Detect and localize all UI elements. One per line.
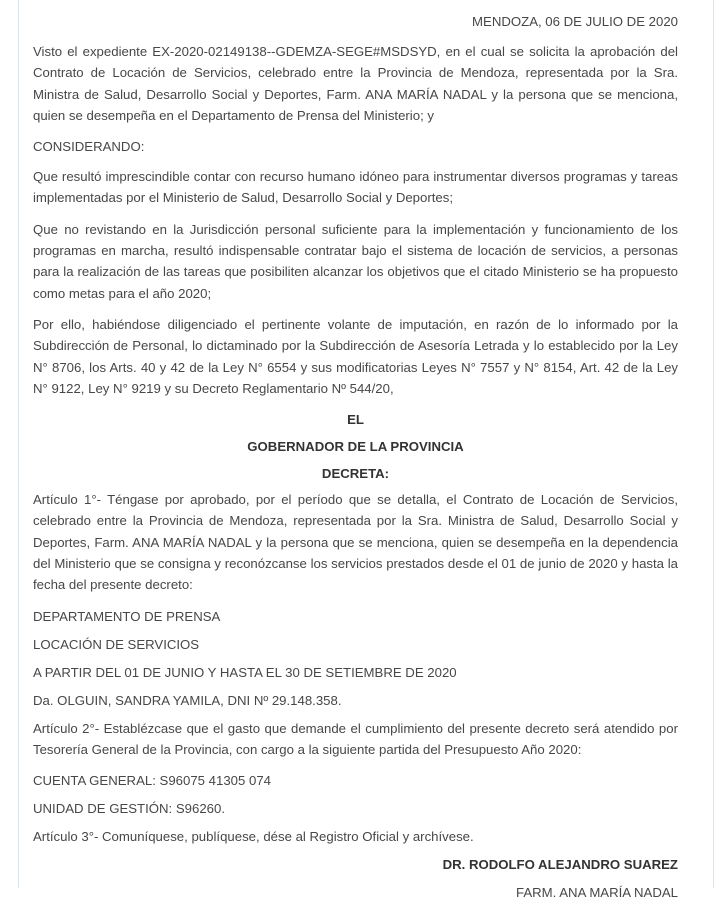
document-date: MENDOZA, 06 DE JULIO DE 2020 bbox=[472, 14, 678, 29]
locacion-line: LOCACIÓN DE SERVICIOS bbox=[33, 636, 200, 652]
considerando-paragraph-1: Que resultó imprescindible contar con recurso humano idóneo para instrumentar diversos programas y tareas implementadas por el Ministerio de Salud, Desarrollo Social y Deportes; bbox=[33, 169, 678, 206]
periodo-line: A PARTIR DEL 01 DE JUNIO Y HASTA EL 30 DE SETIEMBRE DE 2020 bbox=[33, 664, 457, 680]
signature-governor: DR. RODOLFO ALEJANDRO SUAREZ bbox=[442, 857, 678, 873]
heading-gobernador: GOBERNADOR DE LA PROVINCIA bbox=[247, 439, 464, 455]
considerando-label: CONSIDERANDO: bbox=[33, 139, 145, 155]
heading-decreta: DECRETA: bbox=[321, 466, 390, 482]
decree-document bbox=[33, 11, 678, 903]
persona-line: Da. OLGUIN, SANDRA YAMILA, DNI Nº 29.148.358. bbox=[33, 692, 342, 708]
articulo-1-paragraph: Artículo 1°- Téngase por aprobado, por el período que se detalla, el Contrato de Locación de Servicios, celebrado entre la Provincia de Mendoza, representada por la Sra. Ministra de Salud, Desarrollo Social y Deportes, Farm. ANA MARÍA NADAL y la persona que se menciona, quien se desempeña en la dependencia del Ministerio que se consigna y reconózcanse los servicios prestados desde el 01 de junio de 2020 y hasta la fecha del presente decreto: bbox=[33, 492, 678, 593]
cuenta-general-line: CUENTA GENERAL: S96075 41305 074 bbox=[33, 773, 271, 789]
unidad-gestion-line: UNIDAD DE GESTIÓN: S96260. bbox=[33, 801, 226, 817]
visto-paragraph: Visto el expediente EX-2020-02149138--GDEMZA-SEGE#MSDSYD, en el cual se solicita la aprobación del Contrato de Locación de Servicios, celebrado entre la Provincia de Mendoza, representada por la Sra. Ministra de Salud, Desarrollo Social y Deportes, Farm. ANA MARÍA NADAL y la persona que se menciona, quien se desempeña en el Departamento de Prensa del Ministerio; y bbox=[33, 44, 678, 123]
por-ello-paragraph: Por ello, habiéndose diligenciado el pertinente volante de imputación, en razón de lo informado por la Subdirección de Personal, lo dictaminado por la Subdirección de Asesoría Letrada y lo establecido por la Ley N° 8706, los Arts. 40 y 42 de la Ley N° 6554 y sus modificatorias Leyes N° 7557 y N° 8154, Art. 42 de la Ley N° 9122, Ley N° 9219 y su Decreto Reglamentario Nº 544/20, bbox=[33, 316, 678, 396]
departamento-line: DEPARTAMENTO DE PRENSA bbox=[33, 608, 221, 624]
articulo-3-line: Artículo 3°- Comuníquese, publíquese, dése al Registro Oficial y archívese. bbox=[33, 829, 474, 845]
articulo-2-paragraph: Artículo 2°- Establézcase que el gasto que demande el cumplimiento del presente decreto será atendido por Tesorería General de la Provincia, con cargo a la siguiente partida del Presupuesto Año 2020: bbox=[33, 720, 678, 757]
signature-minister: FARM. ANA MARÍA NADAL bbox=[516, 885, 678, 901]
considerando-paragraph-2: Que no revistando en la Jurisdicción personal suficiente para la implementación y funcionamiento de los programas en marcha, resultó indispensable contratar bajo el sistema de locación de servicios, a personas para la realización de las tareas que posibiliten alcanzar los objetivos que el citado Ministerio se ha propuesto como metas para el año 2020; bbox=[33, 221, 678, 301]
heading-el: EL bbox=[347, 412, 364, 428]
